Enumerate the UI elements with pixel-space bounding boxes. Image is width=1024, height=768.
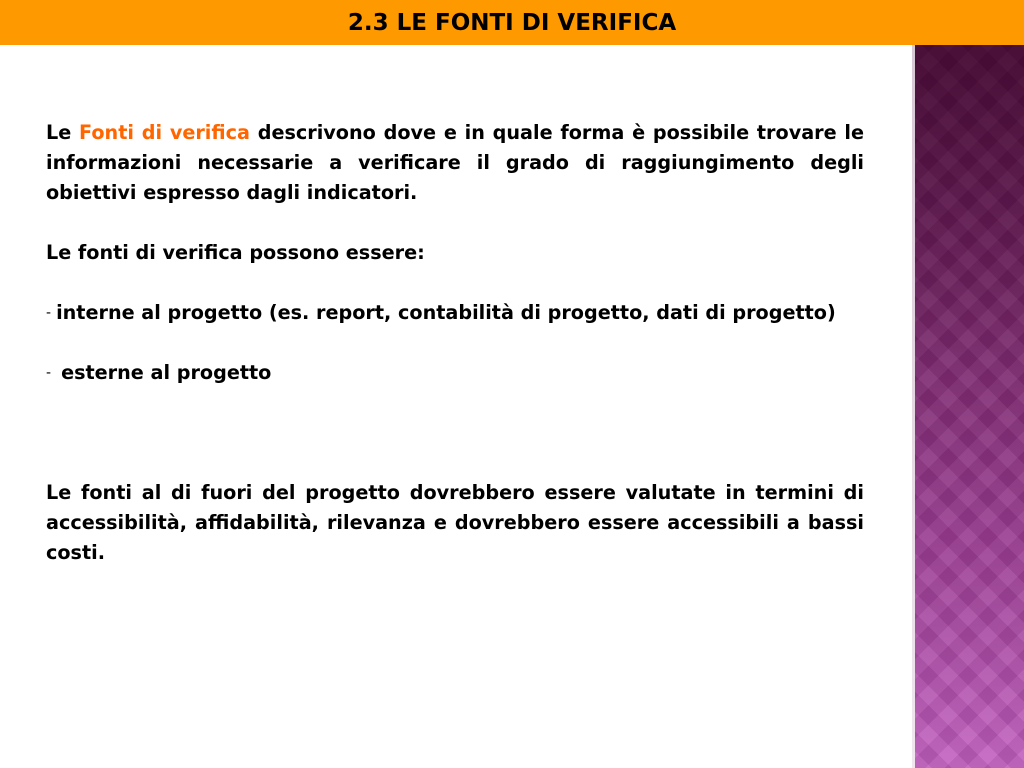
- title-bar: [0, 0, 1024, 45]
- intro-highlight: Fonti di verifica: [79, 121, 250, 144]
- intro-rest: descrivono dove e in quale forma è possibile trovare le informazioni necessarie a verificare il grado di raggiungimento degli obiettivi espresso dagli indicatori.: [46, 121, 865, 204]
- list-intro: Le fonti di verifica possono essere:: [46, 241, 425, 264]
- intro-prefix: Le: [46, 121, 80, 144]
- decorative-side-panel: [912, 45, 1024, 768]
- bullet-dash: -: [46, 305, 52, 321]
- intro-paragraph: [46, 118, 864, 208]
- slide-title: 2.3 LE FONTI DI VERIFICA: [347, 9, 677, 36]
- spacer: [46, 388, 864, 478]
- closing-paragraph: Le fonti al di fuori del progetto dovrebbero essere valutate in termini di accessibilità, affidabilità, rilevanza e dovrebbero essere accessibili a bassi costi.: [46, 481, 864, 564]
- bullet-item-external: [46, 358, 864, 388]
- bullet-text: esterne al progetto: [61, 361, 272, 384]
- bullet-text: interne al progetto (es. report, contabilità di progetto, dati di progetto): [56, 301, 836, 324]
- spacer: [46, 328, 864, 358]
- bullet-item-internal: [46, 298, 864, 328]
- side-panel-edge: [912, 45, 915, 768]
- spacer: [46, 208, 864, 238]
- slide-body: [46, 118, 864, 568]
- bullet-dash: -: [46, 365, 52, 381]
- spacer: [46, 268, 864, 298]
